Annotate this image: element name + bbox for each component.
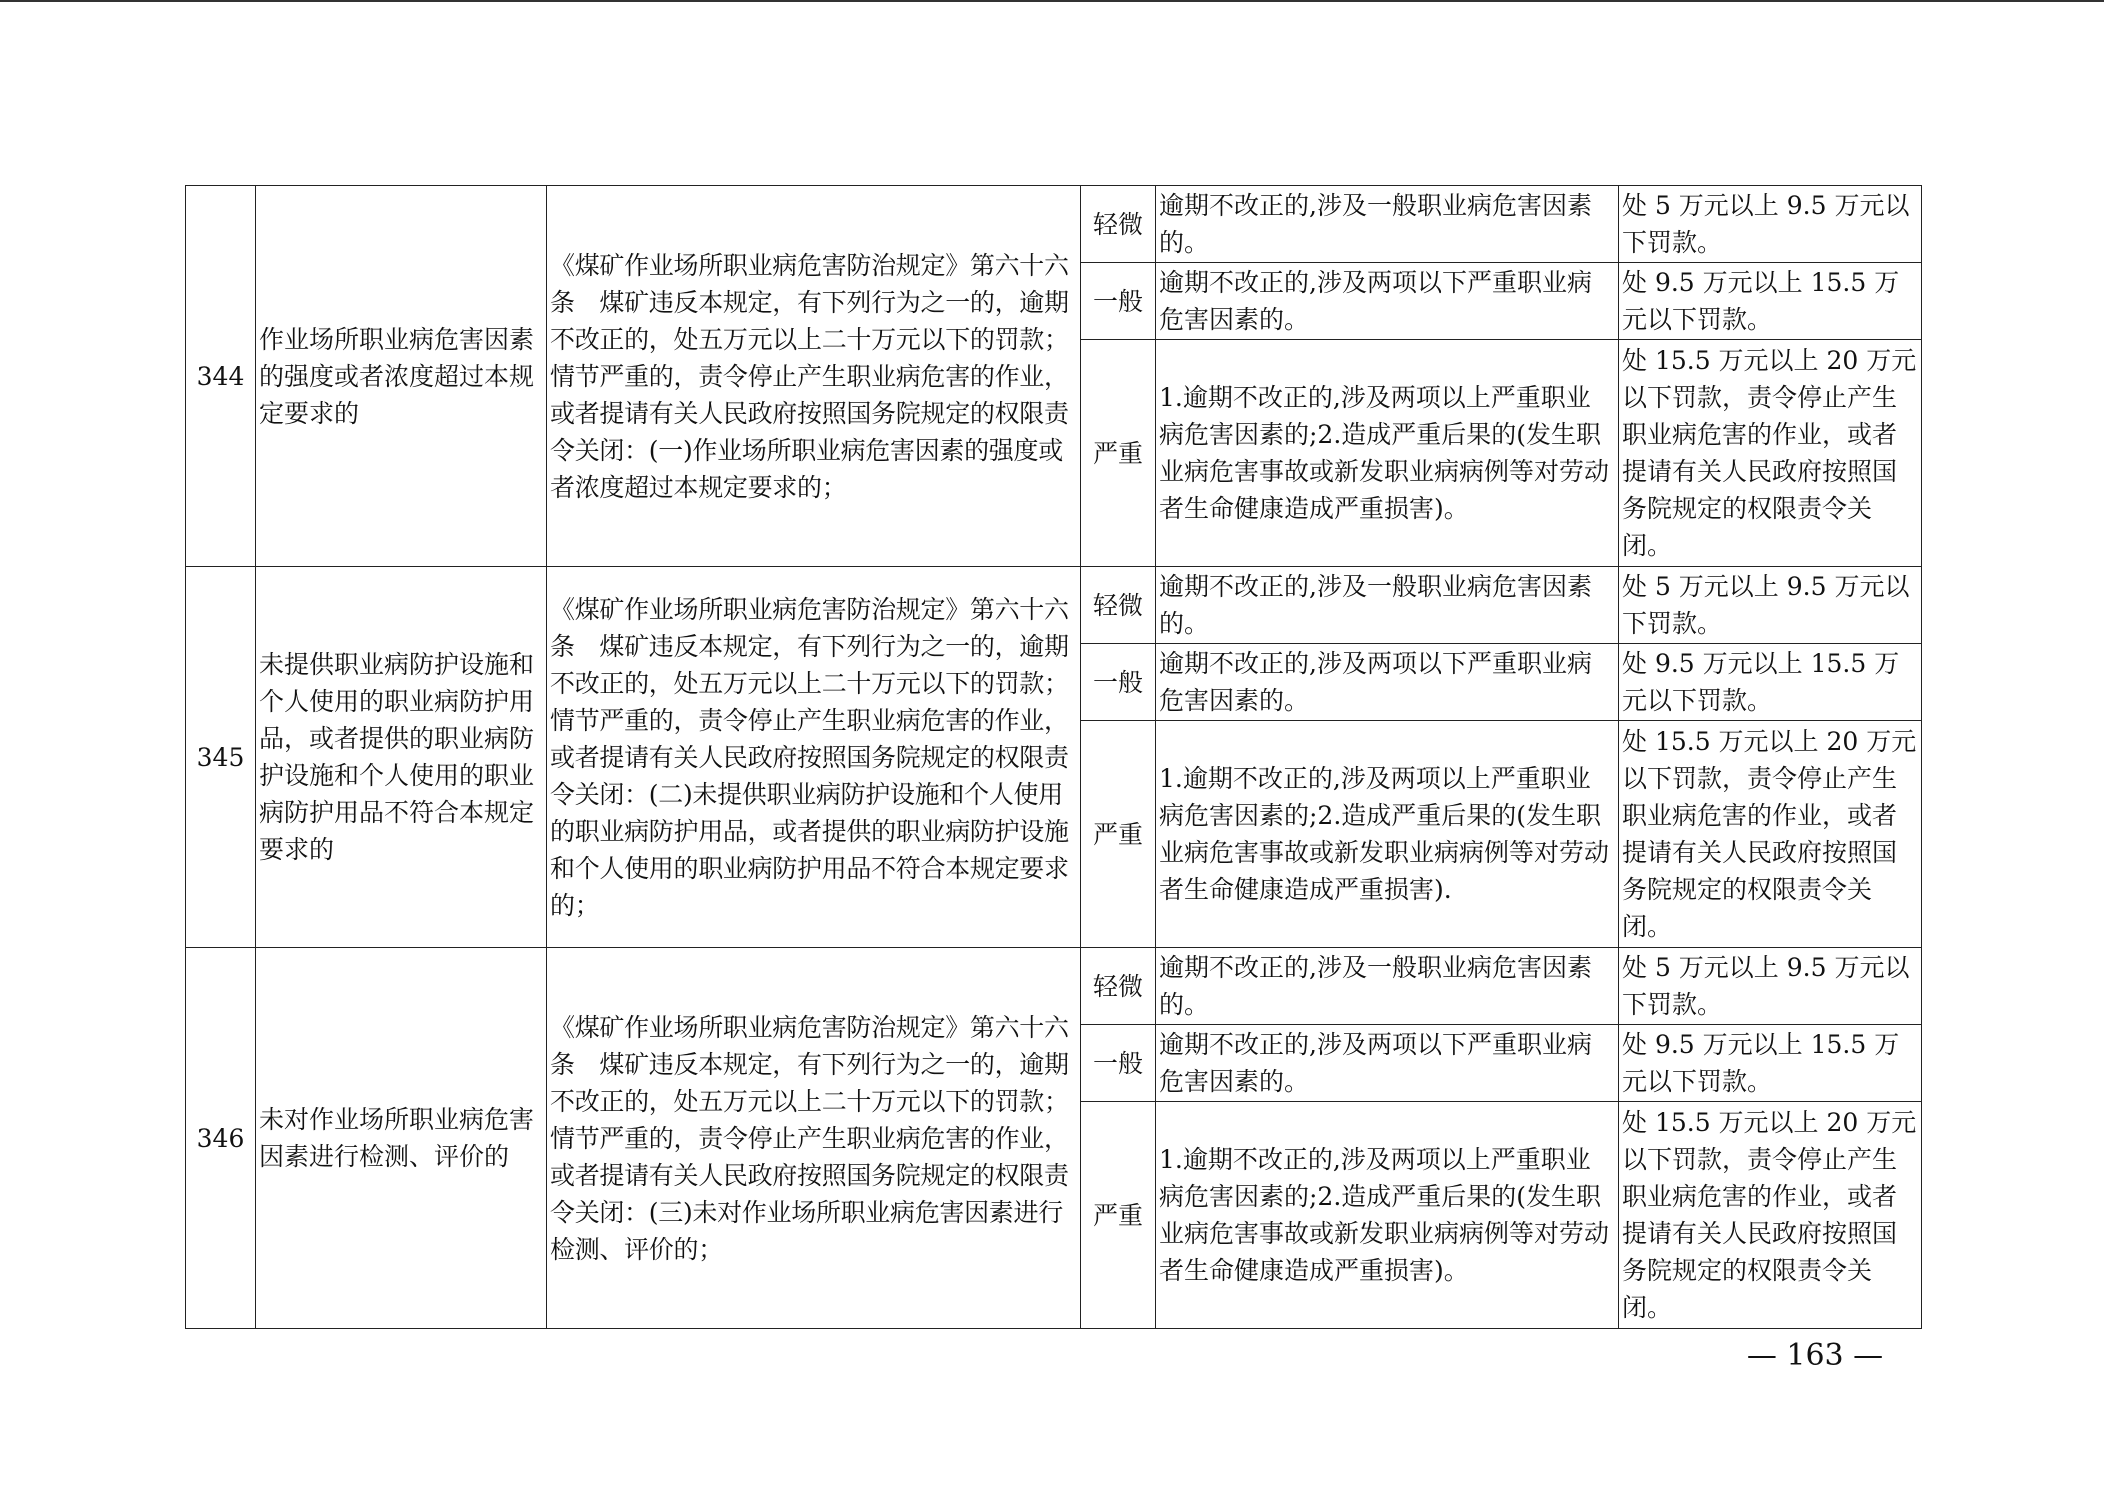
item-number: 346 bbox=[186, 948, 256, 1329]
severity-level: 轻微 bbox=[1081, 567, 1156, 644]
item-number: 344 bbox=[186, 186, 256, 567]
severity-level: 轻微 bbox=[1081, 948, 1156, 1025]
severity-level: 严重 bbox=[1081, 1102, 1156, 1329]
severity-condition: 逾期不改正的,涉及一般职业病危害因素的。 bbox=[1156, 186, 1619, 263]
top-border-line bbox=[0, 0, 2104, 2]
severity-condition: 1.逾期不改正的,涉及两项以上严重职业病危害因素的;2.造成严重后果的(发生职业病危害事故或新发职业病病例等对劳动者生命健康造成严重损害)。 bbox=[1156, 1102, 1619, 1329]
severity-level: 一般 bbox=[1081, 644, 1156, 721]
legal-basis: 《煤矿作业场所职业病危害防治规定》第六十六条 煤矿违反本规定，有下列行为之一的，逾期不改正的，处五万元以上二十万元以下的罚款；情节严重的，责令停止产生职业病危害的作业，或者提请有关人民政府按照国务院规定的权限责令关闭：(二)未提供职业病防护设施和个人使用的职业病防护用品，或者提供的职业病防护设施和个人使用的职业病防护用品不符合本规定要求的； bbox=[547, 567, 1081, 948]
penalty-standard: 处 9.5 万元以上 15.5 万元以下罚款。 bbox=[1619, 644, 1922, 721]
table-row bbox=[186, 567, 1922, 644]
severity-level: 一般 bbox=[1081, 1025, 1156, 1102]
severity-condition: 逾期不改正的,涉及一般职业病危害因素的。 bbox=[1156, 948, 1619, 1025]
severity-condition: 逾期不改正的,涉及两项以下严重职业病危害因素的。 bbox=[1156, 263, 1619, 340]
severity-condition: 逾期不改正的,涉及一般职业病危害因素的。 bbox=[1156, 567, 1619, 644]
severity-level: 一般 bbox=[1081, 263, 1156, 340]
penalty-standard: 处 9.5 万元以上 15.5 万元以下罚款。 bbox=[1619, 263, 1922, 340]
page-number: — 163 — bbox=[1746, 1338, 1884, 1373]
penalty-standard: 处 5 万元以上 9.5 万元以下罚款。 bbox=[1619, 567, 1922, 644]
severity-condition: 1.逾期不改正的,涉及两项以上严重职业病危害因素的;2.造成严重后果的(发生职业病危害事故或新发职业病病例等对劳动者生命健康造成严重损害). bbox=[1156, 721, 1619, 948]
table-row bbox=[186, 948, 1922, 1025]
severity-level: 严重 bbox=[1081, 340, 1156, 567]
severity-condition: 逾期不改正的,涉及两项以下严重职业病危害因素的。 bbox=[1156, 1025, 1619, 1102]
penalty-standard: 处 15.5 万元以上 20 万元以下罚款，责令停止产生职业病危害的作业，或者提请有关人民政府按照国务院规定的权限责令关闭。 bbox=[1619, 1102, 1922, 1329]
severity-level: 严重 bbox=[1081, 721, 1156, 948]
legal-basis: 《煤矿作业场所职业病危害防治规定》第六十六条 煤矿违反本规定，有下列行为之一的，逾期不改正的，处五万元以上二十万元以下的罚款；情节严重的，责令停止产生职业病危害的作业，或者提请有关人民政府按照国务院规定的权限责令关闭：(一)作业场所职业病危害因素的强度或者浓度超过本规定要求的； bbox=[547, 186, 1081, 567]
violation-item: 未对作业场所职业病危害因素进行检测、评价的 bbox=[256, 948, 547, 1329]
item-number: 345 bbox=[186, 567, 256, 948]
penalty-standard: 处 5 万元以上 9.5 万元以下罚款。 bbox=[1619, 948, 1922, 1025]
severity-condition: 1.逾期不改正的,涉及两项以上严重职业病危害因素的;2.造成严重后果的(发生职业病危害事故或新发职业病病例等对劳动者生命健康造成严重损害)。 bbox=[1156, 340, 1619, 567]
penalty-standard: 处 5 万元以上 9.5 万元以下罚款。 bbox=[1619, 186, 1922, 263]
severity-level: 轻微 bbox=[1081, 186, 1156, 263]
table-row bbox=[186, 186, 1922, 263]
penalty-standards-table bbox=[185, 185, 1922, 1329]
penalty-standard: 处 15.5 万元以上 20 万元以下罚款，责令停止产生职业病危害的作业，或者提请有关人民政府按照国务院规定的权限责令关闭。 bbox=[1619, 340, 1922, 567]
violation-item: 作业场所职业病危害因素的强度或者浓度超过本规定要求的 bbox=[256, 186, 547, 567]
legal-basis: 《煤矿作业场所职业病危害防治规定》第六十六条 煤矿违反本规定，有下列行为之一的，逾期不改正的，处五万元以上二十万元以下的罚款；情节严重的，责令停止产生职业病危害的作业，或者提请有关人民政府按照国务院规定的权限责令关闭：(三)未对作业场所职业病危害因素进行检测、评价的； bbox=[547, 948, 1081, 1329]
penalty-standard: 处 15.5 万元以上 20 万元以下罚款，责令停止产生职业病危害的作业，或者提请有关人民政府按照国务院规定的权限责令关闭。 bbox=[1619, 721, 1922, 948]
severity-condition: 逾期不改正的,涉及两项以下严重职业病危害因素的。 bbox=[1156, 644, 1619, 721]
violation-item: 未提供职业病防护设施和个人使用的职业病防护用品，或者提供的职业病防护设施和个人使用的职业病防护用品不符合本规定要求的 bbox=[256, 567, 547, 948]
penalty-standard: 处 9.5 万元以上 15.5 万元以下罚款。 bbox=[1619, 1025, 1922, 1102]
